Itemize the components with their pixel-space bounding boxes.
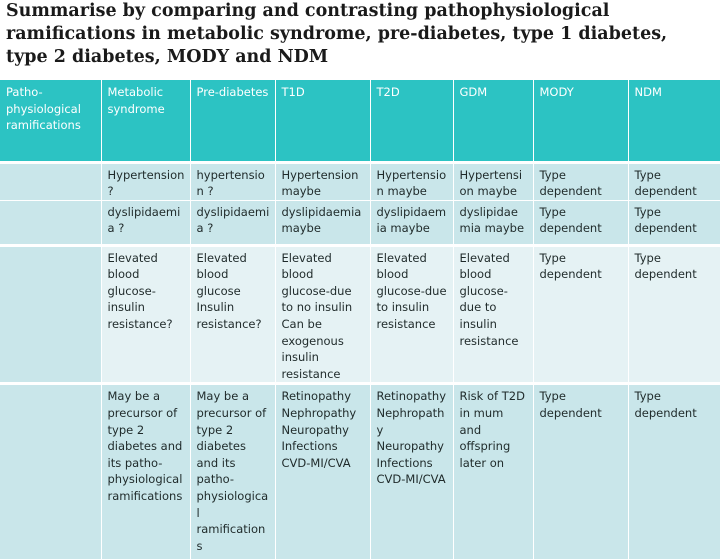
table-cell: Elevated blood glucose-insulin resistance? — [101, 245, 190, 384]
slide-title: Summarise by comparing and contrasting pathophysiological ramifications in metabolic syndrome, pre-diabetes, type 1 diabetes, type 2 diabetes, MODY and NDM — [6, 1, 668, 67]
table-cell: Hypertension maybe — [370, 162, 453, 200]
table-cell: Type dependent — [533, 245, 628, 384]
table-cell: Elevated blood glucose Insulin resistance? — [190, 245, 275, 384]
header-cell: Metabolic syndrome — [101, 80, 190, 162]
table-row — [0, 200, 720, 245]
table-cell: dyslipidaemia maybe — [453, 200, 533, 245]
header-cell: MODY — [533, 80, 628, 162]
header-cell: T2D — [370, 80, 453, 162]
table-cell: Retinopathy Nephropathy Neuropathy Infections CVD-MI/CVA — [370, 384, 453, 559]
table-cell: Hypertension maybe — [275, 162, 370, 200]
table-row — [0, 162, 720, 200]
comparison-table — [0, 80, 720, 559]
table-cell — [0, 200, 101, 245]
header-cell: T1D — [275, 80, 370, 162]
table-cell — [0, 245, 101, 384]
table-cell: Elevated blood glucose-due to no insulin Can be exogenous insulin resistance — [275, 245, 370, 384]
table-cell: Type dependent — [533, 162, 628, 200]
table-cell: Retinopathy Nephropathy Neuropathy Infections CVD-MI/CVA — [275, 384, 370, 559]
table-cell: Type dependent — [628, 245, 720, 384]
table-header-row — [0, 80, 720, 162]
table-cell: May be a precursor of type 2 diabetes and its patho-physiological ramifications — [190, 384, 275, 559]
table-cell: Risk of T2D in mum and offspring later on — [453, 384, 533, 559]
table-cell: Type dependent — [628, 162, 720, 200]
table-cell: Type dependent — [628, 200, 720, 245]
table-cell: dyslipidaemia ? — [101, 200, 190, 245]
header-cell: Pre-diabetes — [190, 80, 275, 162]
table-cell: Hypertension? — [101, 162, 190, 200]
header-cell: GDM — [453, 80, 533, 162]
table-cell: dyslipidaemia ? — [190, 200, 275, 245]
table-cell: dyslipidaemia maybe — [370, 200, 453, 245]
table-cell: dyslipidaemia maybe — [275, 200, 370, 245]
table-cell: hypertension ? — [190, 162, 275, 200]
table-cell — [0, 384, 101, 559]
table-row — [0, 245, 720, 384]
table-cell: Type dependent — [533, 384, 628, 559]
table-cell: Type dependent — [533, 200, 628, 245]
table-cell — [0, 162, 101, 200]
table-row — [0, 384, 720, 559]
table-cell: Hypertension maybe — [453, 162, 533, 200]
table-cell: May be a precursor of type 2 diabetes and its patho-physiological ramifications — [101, 384, 190, 559]
table-cell: Elevated blood glucose-due to insulin resistance — [453, 245, 533, 384]
table-cell: Type dependent — [628, 384, 720, 559]
table-cell: Elevated blood glucose-due to insulin resistance — [370, 245, 453, 384]
header-cell: Patho-physiological ramifications — [0, 80, 101, 162]
header-cell: NDM — [628, 80, 720, 162]
